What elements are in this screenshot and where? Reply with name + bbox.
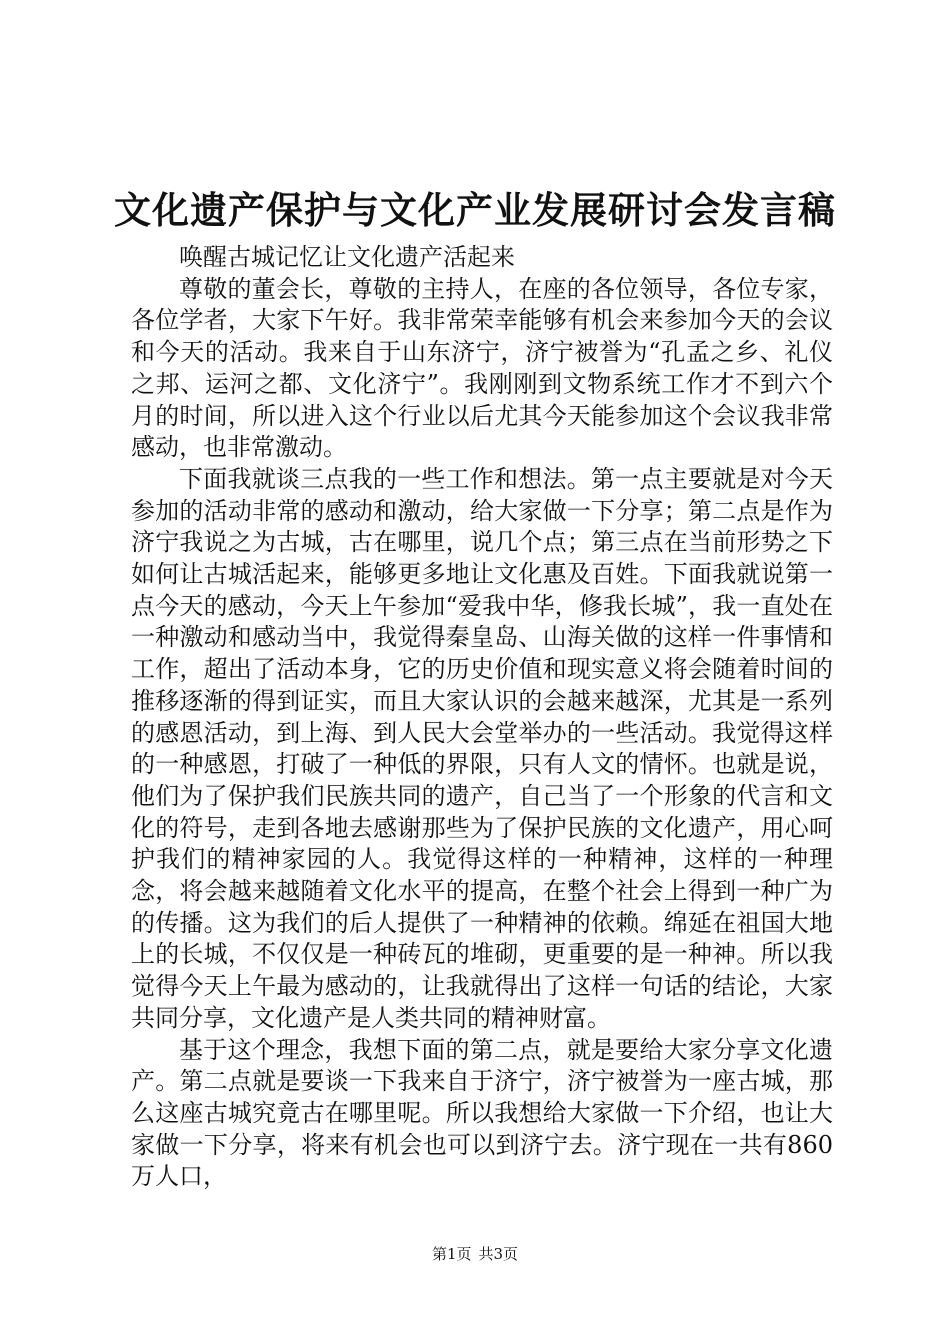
- subtitle: 唤醒古城记忆让文化遗产活起来: [179, 243, 515, 271]
- paragraph: 基于这个理念，我想下面的第二点，就是要给大家分享文化遗产。第二点就是要谈一下我来自于济宁，济宁被誉为一座古城，那么这座古城究竟古在哪里呢。所以我想给大家做一下介绍，也让大家做一下分享，将来有机会也可以到济宁去。济宁现在一共有860万人口，: [131, 1035, 833, 1191]
- page-footer: [0, 1243, 950, 1265]
- paragraph: 下面我就谈三点我的一些工作和想法。第一点主要就是对今天参加的活动非常的感动和激动，给大家做一下分享；第二点是作为济宁我说之为古城，古在哪里，说几个点；第三点在当前形势之下如何让古城活起来，能够更多地让文化惠及百姓。下面我就说第一点今天的感动，今天上午参加“爱我中华，修我长城”，我一直处在一种激动和感动当中，我觉得秦皇岛、山海关做的这样一件事情和工作，超出了活动本身，它的历史价值和现实意义将会随着时间的推移逐渐的得到证实，而且大家认识的会越来越深，尤其是一系列的感恩活动，到上海、到人民大会堂举办的一些活动。我觉得这样的一种感恩，打破了一种低的界限，只有人文的情怀。也就是说，他们为了保护我们民族共同的遗产，自己当了一个形象的代言和文化的符号，走到各地去感谢那些为了保护民族的文化遗产，用心呵护我们的精神家园的人。我觉得这样的一种精神，这样的一种理念，将会越来越随着文化水平的提高，在整个社会上得到一种广为的传播。这为我们的后人提供了一种精神的依赖。绵延在祖国大地上的长城，不仅仅是一种砖瓦的堆砌，更重要的是一种神。所以我觉得今天上午最为感动的，让我就得出了这样一句话的结论，大家共同分享，文化遗产是人类共同的精神财富。: [131, 464, 833, 1032]
- paragraph: 尊敬的董会长，尊敬的主持人，在座的各位领导，各位专家，各位学者，大家下午好。我非常荣幸能够有机会来参加今天的会议和今天的活动。我来自于山东济宁，济宁被誉为“孔孟之乡、礼仪之邦、运河之都、文化济宁”。我刚刚到文物系统工作才不到六个月的时间，所以进入这个行业以后尤其今天能参加这个会议我非常感动，也非常激动。: [131, 274, 833, 462]
- page-number: 第1页: [431, 1245, 472, 1263]
- document-title: 文化遗产保护与文化产业发展研讨会发言稿: [114, 188, 836, 232]
- document-body: [131, 242, 833, 1193]
- page-total: 共3页: [478, 1245, 519, 1263]
